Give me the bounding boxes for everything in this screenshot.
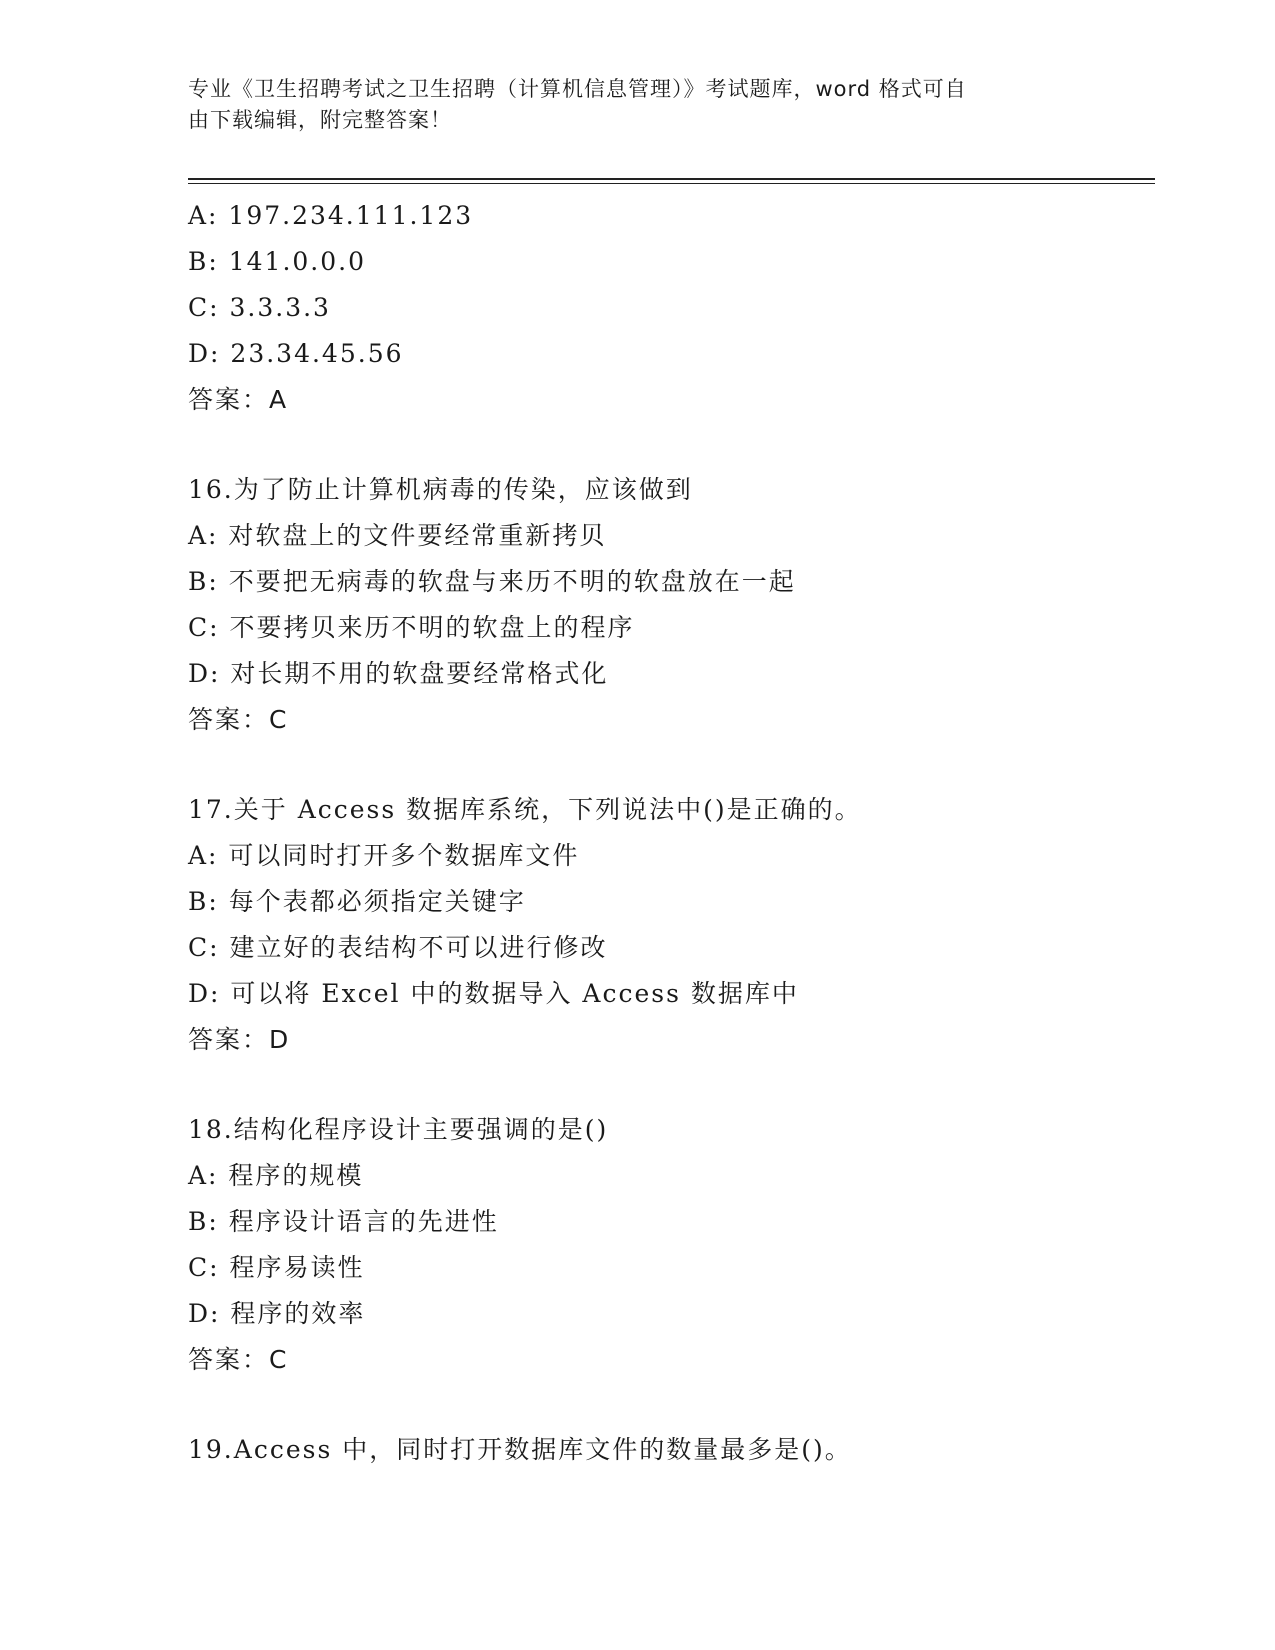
option-b: B: 程序设计语言的先进性 bbox=[188, 1207, 499, 1236]
option-b: B: 不要把无病毒的软盘与来历不明的软盘放在一起 bbox=[188, 567, 796, 596]
question-16 bbox=[188, 467, 1148, 743]
option-c: C: 3.3.3.3 bbox=[188, 293, 331, 322]
option-a: A: 可以同时打开多个数据库文件 bbox=[188, 841, 580, 870]
answer: 答案：D bbox=[188, 1025, 291, 1054]
header-divider-thin bbox=[188, 183, 1155, 184]
option-b: B: 每个表都必须指定关键字 bbox=[188, 887, 526, 916]
header-divider bbox=[188, 178, 1155, 180]
option-d: D: 程序的效率 bbox=[188, 1299, 366, 1328]
question-stem: 16.为了防止计算机病毒的传染，应该做到 bbox=[188, 475, 693, 504]
option-c: C: 不要拷贝来历不明的软盘上的程序 bbox=[188, 613, 635, 642]
option-d: D: 对长期不用的软盘要经常格式化 bbox=[188, 659, 609, 688]
option-c: C: 程序易读性 bbox=[188, 1253, 365, 1282]
option-a: A: 197.234.111.123 bbox=[188, 201, 474, 230]
question-17 bbox=[188, 787, 1148, 1063]
option-d: D: 可以将 Excel 中的数据导入 Access 数据库中 bbox=[188, 979, 799, 1008]
question-19 bbox=[188, 1427, 1148, 1473]
answer: 答案：A bbox=[188, 385, 289, 414]
option-a: A: 程序的规模 bbox=[188, 1161, 364, 1190]
question-stem: 18.结构化程序设计主要强调的是() bbox=[188, 1115, 609, 1144]
document-intro bbox=[188, 74, 1088, 136]
question-15-tail bbox=[188, 193, 1148, 423]
question-stem: 17.关于 Access 数据库系统，下列说法中()是正确的。 bbox=[188, 795, 862, 824]
question-list bbox=[188, 193, 1148, 1473]
option-b: B: 141.0.0.0 bbox=[188, 247, 367, 276]
answer: 答案：C bbox=[188, 1345, 289, 1374]
intro-line-1: 专业《卫生招聘考试之卫生招聘（计算机信息管理）》考试题库，word 格式可自 bbox=[188, 77, 967, 101]
question-18 bbox=[188, 1107, 1148, 1383]
question-stem: 19.Access 中，同时打开数据库文件的数量最多是()。 bbox=[188, 1435, 852, 1464]
option-a: A: 对软盘上的文件要经常重新拷贝 bbox=[188, 521, 607, 550]
intro-line-2: 由下载编辑，附完整答案！ bbox=[188, 108, 452, 132]
option-d: D: 23.34.45.56 bbox=[188, 339, 404, 368]
answer: 答案：C bbox=[188, 705, 289, 734]
option-c: C: 建立好的表结构不可以进行修改 bbox=[188, 933, 608, 962]
